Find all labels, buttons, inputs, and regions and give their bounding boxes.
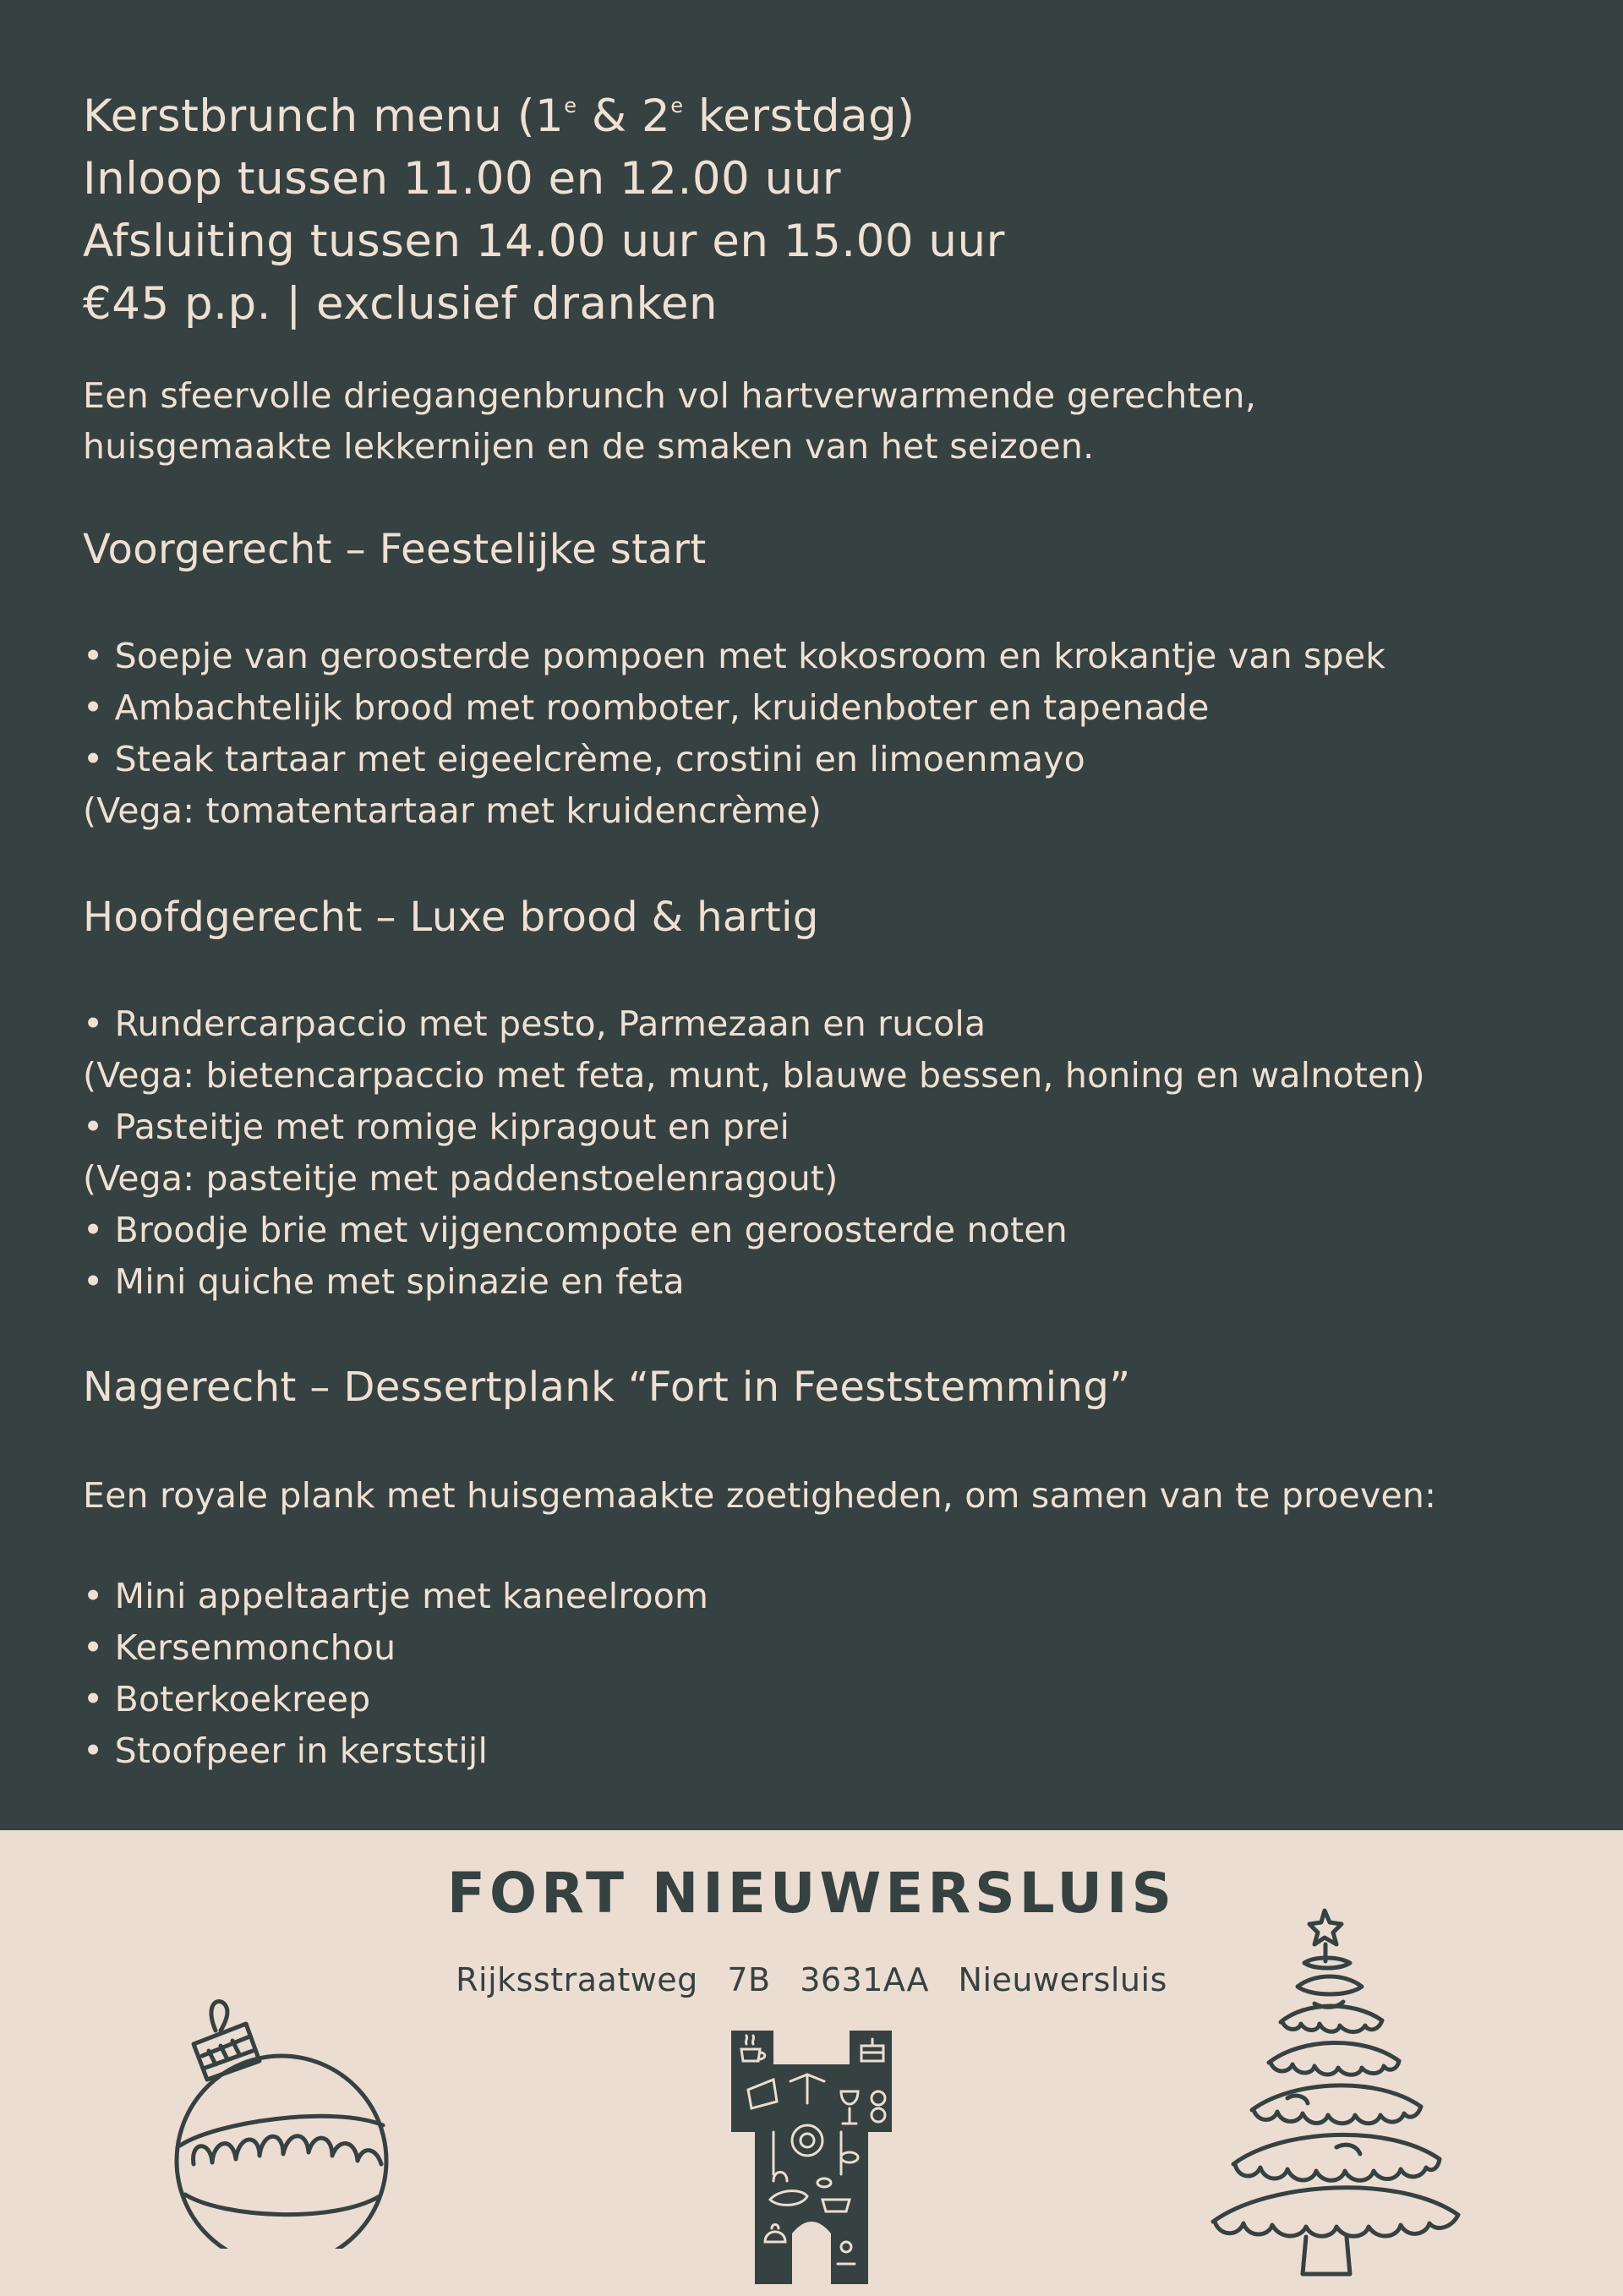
- list-item: • Soepje van geroosterde pompoen met kokosroom en krokantje van spek: [83, 636, 1386, 676]
- list-item: • Mini appeltaartje met kaneelroom: [83, 1576, 709, 1616]
- walk-in-time: Inloop tussen 11.00 en 12.00 uur: [83, 153, 842, 205]
- list-item: • Kersenmonchou: [83, 1627, 396, 1668]
- main-course-title: Hoofdgerecht – Luxe brood & hartig: [83, 894, 819, 941]
- menu-header: [83, 74, 1005, 336]
- list-item: • Steak tartaar met eigeelcrème, crostini en limoenmayo: [83, 739, 1085, 779]
- price-line: €45 p.p. | exclusief dranken: [83, 278, 719, 330]
- list-item: • Rundercarpaccio met pesto, Parmezaan en rucola: [83, 1003, 986, 1044]
- starter-title: Voorgerecht – Feestelijke start: [83, 526, 707, 573]
- fort-tower-logo: [723, 2031, 900, 2284]
- main-course-list: [83, 998, 1425, 1308]
- menu-title: Kerstbrunch menu (1e & 2e kerstdag): [83, 90, 915, 142]
- brand-name: FORT NIEUWERSLUIS: [446, 1861, 1177, 1926]
- list-item: • Ambachtelijk brood met roomboter, kruidenboter en tapenade: [83, 687, 1210, 728]
- list-item: • Boterkoekreep: [83, 1679, 371, 1719]
- list-item: (Vega: pasteitje met paddenstoelenragout): [83, 1158, 839, 1199]
- christmas-tree-icon: [1188, 1902, 1467, 2282]
- list-item: • Mini quiche met spinazie en feta: [83, 1261, 685, 1302]
- dessert-title: Nagerecht – Dessertplank “Fort in Feeststemming”: [83, 1364, 1131, 1411]
- list-item: (Vega: bietencarpaccio met feta, munt, blauwe bessen, honing en walnoten): [83, 1055, 1425, 1096]
- intro-text: Een sfeervolle driegangenbrunch vol hartverwarmende gerechten, huisgemaakte lekkernijen en de smaken van het seizoen.: [83, 375, 1257, 467]
- dessert-list: [83, 1571, 708, 1777]
- list-item: (Vega: tomatentartaar met kruidencrème): [83, 790, 822, 831]
- christmas-ornament-icon: [165, 1995, 402, 2249]
- closing-time: Afsluiting tussen 14.00 uur en 15.00 uur: [83, 216, 1005, 267]
- list-item: • Stoofpeer in kerststijl: [83, 1730, 489, 1771]
- address: Rijksstraatweg 7B 3631AA Nieuwersluis: [456, 1961, 1167, 1998]
- starter-list: [83, 631, 1385, 837]
- list-item: • Pasteitje met romige kipragout en prei: [83, 1107, 790, 1147]
- list-item: • Broodje brie met vijgencompote en geroosterde noten: [83, 1210, 1068, 1250]
- dessert-description: Een royale plank met huisgemaakte zoetigheden, om samen van te proeven:: [83, 1475, 1437, 1516]
